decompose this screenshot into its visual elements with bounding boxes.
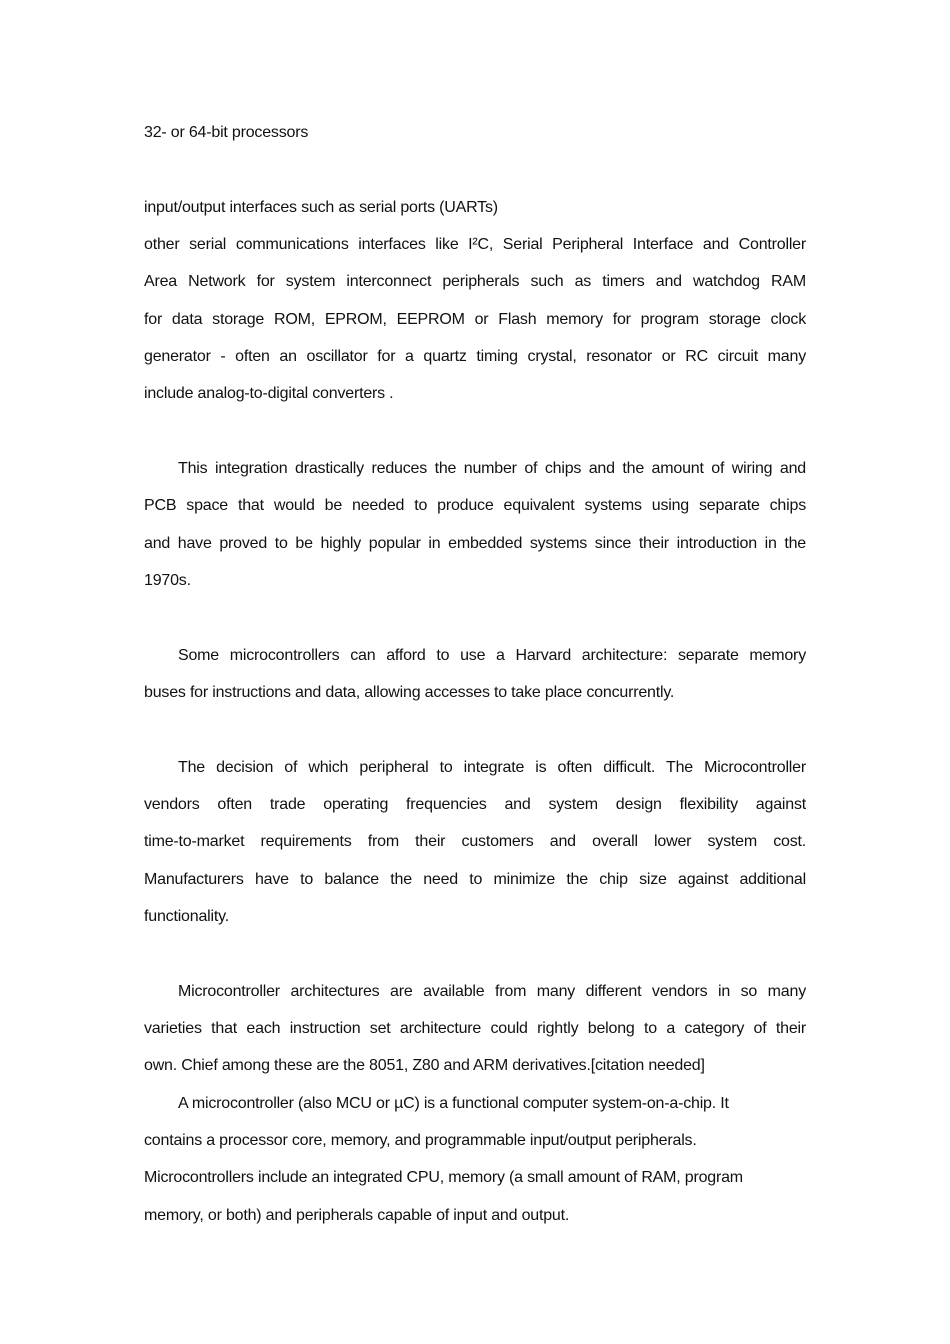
text-line: contains a processor core, memory, and programmable input/output peripherals.	[144, 1132, 697, 1149]
text-line: Microcontrollers include an integrated CPU, memory (a small amount of RAM, program	[144, 1169, 743, 1186]
text-line: other serial communications interfaces like I²C, Serial Peripheral Interface and Controller	[144, 236, 806, 253]
text-line: This integration drastically reduces the number of chips and the amount of wiring and	[178, 460, 806, 477]
text-line: Some microcontrollers can afford to use a Harvard architecture: separate memory	[178, 647, 806, 664]
text-line: time-to-market requirements from their customers and overall lower system cost.	[144, 833, 806, 850]
text-line: 32- or 64-bit processors	[144, 124, 309, 141]
text-line: The decision of which peripheral to integrate is often difficult. The Microcontroller	[178, 759, 806, 776]
text-line: input/output interfaces such as serial ports (UARTs)	[144, 199, 498, 216]
text-line: own. Chief among these are the 8051, Z80 and ARM derivatives.[citation needed]	[144, 1057, 705, 1074]
text-line: A microcontroller (also MCU or µC) is a functional computer system-on-a-chip. It	[178, 1095, 729, 1112]
text-line: buses for instructions and data, allowing accesses to take place concurrently.	[144, 684, 675, 701]
text-line: generator - often an oscillator for a quartz timing crystal, resonator or RC circuit many	[144, 348, 806, 365]
text-line: Area Network for system interconnect peripherals such as timers and watchdog RAM	[144, 273, 806, 290]
text-line: for data storage ROM, EPROM, EEPROM or Flash memory for program storage clock	[144, 311, 806, 328]
text-line: functionality.	[144, 908, 229, 925]
text-line: include analog-to-digital converters .	[144, 385, 394, 402]
text-line: 1970s.	[144, 572, 191, 589]
text-line: memory, or both) and peripherals capable of input and output.	[144, 1207, 570, 1224]
text-line: varieties that each instruction set architecture could rightly belong to a category of their	[144, 1020, 806, 1037]
text-line: vendors often trade operating frequencies and system design flexibility against	[144, 796, 806, 813]
text-line: PCB space that would be needed to produce equivalent systems using separate chips	[144, 497, 806, 514]
text-line: Microcontroller architectures are available from many different vendors in so many	[178, 983, 806, 1000]
text-line: and have proved to be highly popular in embedded systems since their introduction in the	[144, 535, 806, 552]
text-line: Manufacturers have to balance the need to minimize the chip size against additional	[144, 871, 806, 888]
